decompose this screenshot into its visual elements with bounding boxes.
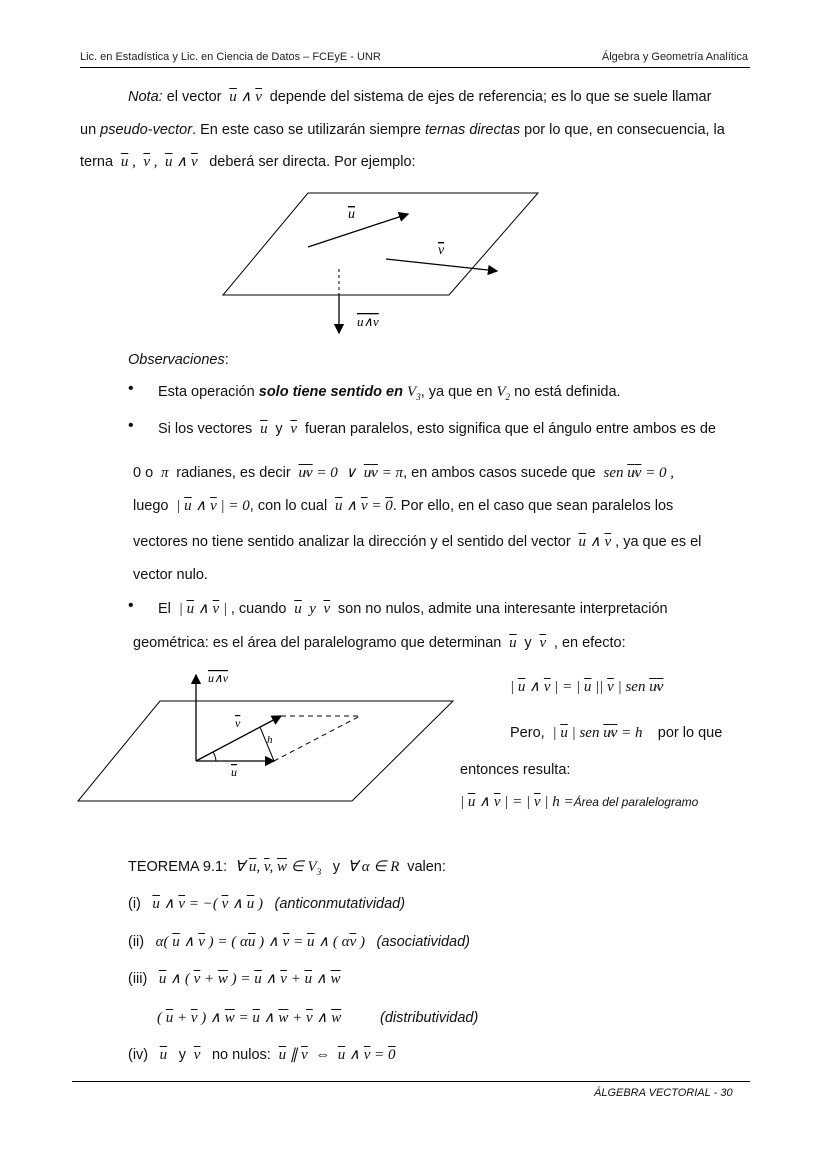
label-u: u bbox=[348, 207, 355, 222]
header-right: Álgebra y Geometría Analítica bbox=[601, 51, 748, 63]
label-u-wedge-v-2: u∧v bbox=[208, 671, 229, 685]
label-v-2: v bbox=[235, 716, 241, 730]
observaciones-title: Observaciones: bbox=[128, 352, 229, 368]
bullet-3-line-1: El | $\overline{u}$ ∧ $\overline{v}$ | , cuando $\overline{u}$ y $\overline{v}$ son no nulos, admite una interesante interpretación bbox=[158, 601, 668, 617]
bullet-2-line-4: vectores no tiene sentido analizar la dirección y el sentido del vector $\overline{u}$ ∧ $\overline{v}$ , ya que es el bbox=[133, 534, 702, 550]
bullet-2-line-3: luego | $\overline{u}$ ∧ $\overline{v}$ | = 0, con lo cual $\overline{u}$ ∧ $\overline{v} = 0$. Por ello, en el caso que sean paralelos los bbox=[133, 498, 674, 514]
bullet-2-line-5: vector nulo. bbox=[133, 567, 208, 583]
bullet-3-dot: • bbox=[128, 597, 134, 614]
label-h: h bbox=[267, 734, 273, 746]
intro-line-2: un pseudo-vector. En este caso se utilizarán siempre ternas directas por lo que, en consecuencia, la bbox=[80, 122, 725, 138]
plane-2 bbox=[78, 701, 453, 801]
intro-line-3: terna $\overline{u}$ , $\overline{v}$ , $\overline{u}$ ∧ $\overline{v}$ deberá ser directa. Por ejemplo: bbox=[80, 154, 416, 170]
intro-line-1: Nota: el vector $\overline{u}$ ∧ $\overline{v}$ depende del sistema de ejes de referencia; es lo que se suele llamar bbox=[128, 89, 712, 105]
theorem-iii-desc: (distributividad) bbox=[380, 1010, 479, 1026]
pero-line: Pero, | $\overline{u}$ | sen $\overline{u}\overline{v} = h$ por lo que bbox=[510, 725, 723, 741]
plane bbox=[223, 193, 538, 295]
nota-label: Nota: bbox=[128, 89, 163, 105]
label-u-2: u bbox=[231, 765, 237, 779]
footer-text: ÁLGEBRA VECTORIAL - 30 bbox=[594, 1087, 733, 1099]
math-u-wedge-v: $\overline{u}$ ∧ $\overline{v}$ bbox=[229, 89, 262, 105]
entonces-line: entonces resulta: bbox=[460, 762, 571, 778]
footer-rule bbox=[72, 1081, 750, 1082]
bullet-2-dot: • bbox=[128, 417, 134, 434]
theorem-iv: (iv) $\overline{u}$ y $\overline{v}$ no nulos: $\overline{u}$ ∥ $\overline{v}$ ⇔ $\overline{u}$ ∧ $\overline{v} = 0$ bbox=[128, 1047, 396, 1063]
theorem-iii-b: ( $\overline{u} + \overline{v}$ ) ∧ $\overline{w} = \overline{u}$ ∧ $\overline{w} + \overline{v}$ ∧ $\overline{w}$ bbox=[157, 1010, 342, 1026]
figure-plane-vectors bbox=[220, 185, 550, 345]
bullet-1-dot: • bbox=[128, 380, 134, 397]
bullet-2-line-2: 0 o π radianes, es decir $\overline{u}\overline{v} = 0$ ∨ $\overline{u}\overline{v} = \pi$, en ambos casos sucede que sen $\overline{u}\overline{v} = 0$ , bbox=[133, 465, 675, 481]
header-rule bbox=[80, 67, 750, 68]
theorem-iii: (iii) $\overline{u}$ ∧ ( $\overline{v} + \overline{w}$ ) = $\overline{u}$ ∧ $\overline{v} + \overline{u}$ ∧ $\overline{w}$ bbox=[128, 971, 341, 987]
vector-u-arrow bbox=[308, 214, 408, 247]
label-u-wedge-v: u∧v bbox=[357, 314, 379, 329]
area-result: | $\overline{u}$ ∧ $\overline{v}$ | = | $\overline{v}$ | h =Área del paralelogramo bbox=[460, 794, 699, 810]
dashed-right bbox=[274, 716, 360, 761]
bullet-2-line-1: Si los vectores $\overline{u}$ y $\overline{v}$ fueran paralelos, esto significa que el ángulo entre ambos es de bbox=[158, 421, 716, 437]
bullet-1-text: Esta operación solo tiene sentido en $V_3$, ya que en $V_2$ no está definida. bbox=[158, 384, 621, 402]
theorem-ii: (ii) α( $\overline{u}$ ∧ $\overline{v}$ ) = ( $\alpha\overline{u}$ ) ∧ $\overline{v} = \overline{u}$ ∧ ( $\alpha\overline{v}$ ) (asociatividad) bbox=[128, 934, 471, 950]
header-left: Lic. en Estadística y Lic. en Ciencia de Datos – FCEyE - UNR bbox=[80, 51, 381, 63]
theorem-i: (i) $\overline{u}$ ∧ $\overline{v}$ = −( $\overline{v}$ ∧ $\overline{u}$ ) (anticonmutatividad) bbox=[128, 896, 406, 912]
bullet-3-line-2: geométrica: es el área del paralelogramo que determinan $\overline{u}$ y $\overline{v}$ , en efecto: bbox=[133, 635, 626, 651]
area-formula: | $\overline{u}$ ∧ $\overline{v}$ | = | $\overline{u}$ || $\overline{v}$ | sen $\overline{u}\overline{v}$ bbox=[510, 679, 664, 695]
label-v: v bbox=[438, 243, 445, 258]
angle-arc bbox=[213, 752, 216, 761]
theorem-title: TEOREMA 9.1: ∀ $\overline{u}$, $\overline{v}$, $\overline{w}$ ∈ $V_3$ y ∀ α ∈ R valen: bbox=[128, 859, 446, 877]
figure-parallelogram bbox=[75, 668, 455, 808]
vector-v-arrow bbox=[386, 259, 497, 271]
